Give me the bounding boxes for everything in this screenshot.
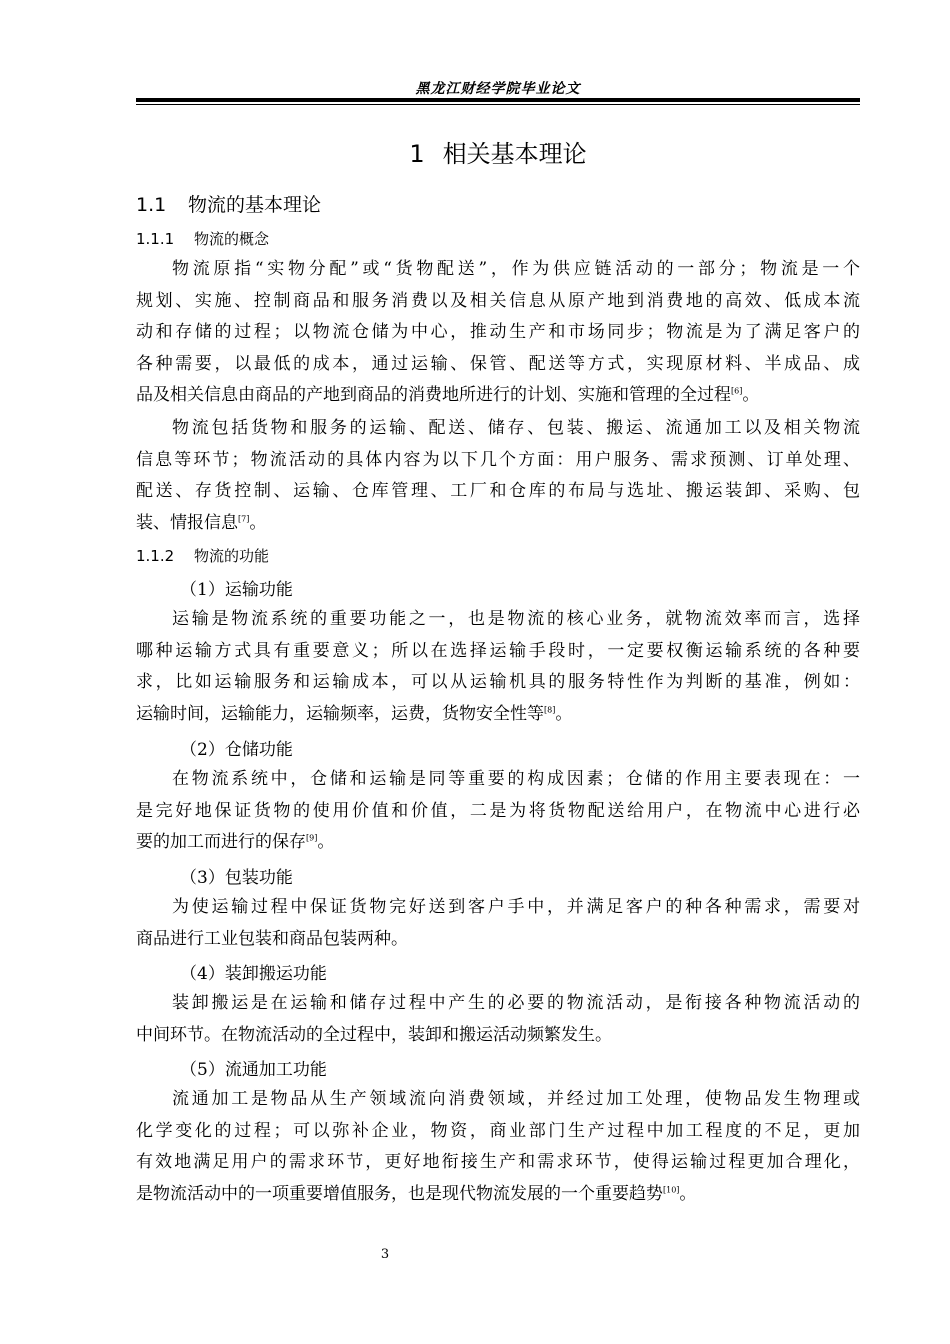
header-rule-thick [136,98,860,102]
paragraph-line: 是完好地保证货物的使用价值和价值，二是为将货物配送给用户，在物流中心进行必 [136,800,860,821]
list-item-packaging: （3）包装功能 [180,868,293,888]
running-header: 黑龙江财经学院毕业论文 [415,81,581,97]
paragraph-processing [136,1084,860,1210]
citation: [8] [544,704,556,714]
paragraph-logistics-definition [136,254,860,412]
paragraph-line: 各种需要，以最低的成本，通过运输、保管、配送等方式，实现原材料、半成品、成 [136,353,860,374]
paragraph-line: 配送、存货控制、运输、仓库管理、工厂和仓库的布局与选址、搬运装卸、采购、包 [136,481,860,501]
paragraph-line: 哪种运输方式具有重要意义；所以在选择运输手段时，一定要权衡运输系统的各种要 [136,640,860,661]
paragraph-packaging [136,892,860,955]
citation: [10] [663,1184,680,1194]
header-rule-thin [136,104,860,105]
paragraph-line: 规划、实施、控制商品和服务消费以及相关信息从原产地到消费地的高效、低成本流 [136,290,860,311]
line-text: 是物流活动中的一项重要增值服务，也是现代物流发展的一个重要趋势 [136,1183,663,1204]
paragraph-line: 信息等环节；物流活动的具体内容为以下几个方面：用户服务、需求预测、订单处理、 [136,449,860,470]
paragraph-line-last: 中间环节。在物流活动的全过程中，装卸和搬运活动频繁发生。 [136,1024,612,1045]
citation: [7] [238,513,250,523]
paragraph-line: 有效地满足用户的需求环节，更好地衔接生产和需求环节，使得运输过程更加合理化， [136,1152,860,1172]
paragraph-line-last [136,508,860,540]
subsection-heading-1 [136,228,269,249]
section-number: 1.1 [136,194,167,216]
paragraph-line-last [136,827,860,859]
subsection-number: 1.1.2 [136,547,175,565]
line-text: 装、情报信息 [136,512,238,533]
line-end: 。 [555,703,573,724]
line-end: 。 [317,832,335,852]
page-number: 3 [380,1247,390,1262]
paragraph-line: 流通加工是物品从生产领域流向消费领域，并经过加工处理，使物品发生物理或 [172,1089,860,1109]
paragraph-line: 物流包括货物和服务的运输、配送、储存、包装、搬运、流通加工以及相关物流 [172,418,860,438]
section-heading [136,190,321,217]
line-text: 运输时间，运输能力，运输频率，运费，货物安全性等 [136,703,544,724]
paragraph-handling [136,988,860,1051]
line-end: 。 [742,385,760,405]
subsection-heading-2 [136,545,269,566]
paragraph-line-last: 商品进行工业包装和商品包装两种。 [136,928,408,949]
line-end: 。 [679,1183,697,1204]
paragraph-transport [136,604,860,730]
citation: [9] [306,833,318,843]
chapter-number: 1 [409,140,425,168]
paragraph-line: 求，比如运输服务和运输成本，可以从运输机具的服务特性作为判断的基准，例如： [136,672,860,692]
paragraph-line: 装卸搬运是在运输和储存过程中产生的必要的物流活动，是衔接各种物流活动的 [172,993,860,1013]
paragraph-storage [136,764,860,859]
list-item-processing: （5）流通加工功能 [180,1060,327,1080]
paragraph-line: 动和存储的过程；以物流仓储为中心，推动生产和市场同步；物流是为了满足客户的 [136,322,860,342]
list-item-transport: （1）运输功能 [180,580,293,600]
line-end: 。 [249,512,267,533]
subsection-number: 1.1.1 [136,230,175,248]
citation: [6] [731,386,743,396]
list-item-storage: （2）仓储功能 [180,740,293,760]
subsection-title: 物流的功能 [194,547,270,565]
paragraph-logistics-content [136,413,860,539]
paragraph-line-last [136,380,860,412]
chapter-title-text: 相关基本理论 [442,140,587,168]
paragraph-line: 为使运输过程中保证货物完好送到客户手中，并满足客户的种各种需求，需要对 [172,897,860,917]
list-item-handling: （4）装卸搬运功能 [180,964,327,984]
line-text: 要的加工而进行的保存 [136,832,306,852]
paragraph-line: 物流原指“实物分配”或“货物配送”，作为供应链活动的一部分；物流是一个 [172,259,860,279]
chapter-title [136,134,860,169]
subsection-title: 物流的概念 [194,230,270,248]
paragraph-line: 在物流系统中，仓储和运输是同等重要的构成因素；仓储的作用主要表现在：一 [172,769,860,789]
paragraph-line: 运输是物流系统的重要功能之一，也是物流的核心业务，就物流效率而言，选择 [172,609,860,629]
paragraph-line: 化学变化的过程；可以弥补企业，物资，商业部门生产过程中加工程度的不足，更加 [136,1120,860,1141]
section-title: 物流的基本理论 [188,194,322,216]
paragraph-line-last [136,699,860,731]
line-text: 品及相关信息由商品的产地到商品的消费地所进行的计划、实施和管理的全过程 [136,385,731,405]
paragraph-line-last [136,1179,860,1211]
